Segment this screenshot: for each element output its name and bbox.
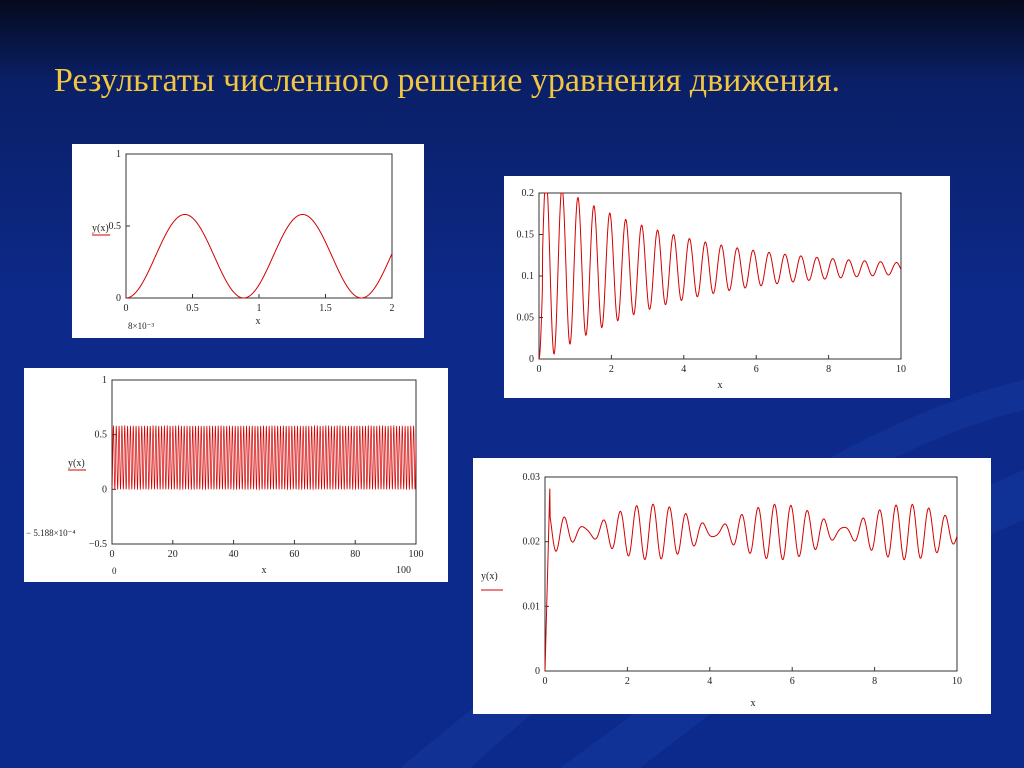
x-tick-label: 0 bbox=[123, 303, 129, 314]
y-axis-label: y(x) bbox=[68, 458, 85, 469]
x-axis-label: x bbox=[261, 565, 267, 576]
x-tick-label: 1 bbox=[256, 303, 262, 314]
x-tick-label: 100 bbox=[408, 549, 424, 560]
chart-panel-3 bbox=[24, 368, 448, 582]
chart-2 bbox=[504, 176, 950, 398]
y-tick-label: 1 bbox=[116, 149, 121, 160]
x-tick-label: 4 bbox=[681, 364, 687, 375]
y-tick-label: 0 bbox=[116, 293, 121, 304]
x-tick-label: 1.5 bbox=[319, 303, 332, 314]
y-tick-label: 0.02 bbox=[522, 536, 540, 548]
plot-frame bbox=[126, 154, 392, 298]
x-range-note: 0 bbox=[112, 566, 117, 576]
x-tick-label: 2 bbox=[624, 676, 630, 687]
x-tick-label: 80 bbox=[350, 549, 361, 560]
plot-frame bbox=[539, 193, 901, 359]
x-tick-label: 2 bbox=[389, 303, 395, 314]
series-line bbox=[126, 214, 392, 298]
x-axis-label: x bbox=[750, 698, 756, 709]
x-tick-label: 60 bbox=[289, 549, 300, 560]
x-tick-label: 4 bbox=[707, 676, 713, 687]
y-axis-label: y(x) bbox=[92, 223, 109, 234]
chart-panel-4 bbox=[473, 458, 991, 714]
y-tick-label: 0.1 bbox=[521, 271, 534, 282]
y-tick-label: 0 bbox=[529, 354, 534, 365]
y-tick-label: 0.05 bbox=[516, 312, 534, 324]
series-line bbox=[545, 489, 957, 671]
y-tick-label: 0 bbox=[535, 666, 540, 677]
x-tick-label: 2 bbox=[608, 364, 614, 375]
y-tick-label: 1 bbox=[102, 375, 107, 386]
x-tick-label: 0 bbox=[542, 676, 548, 687]
chart-3 bbox=[24, 368, 448, 582]
x-tick-label: 0.5 bbox=[186, 303, 199, 314]
chart-1 bbox=[72, 144, 424, 338]
slide-title: Результаты численного решение уравнения движения. bbox=[54, 62, 841, 99]
chart-panel-1 bbox=[72, 144, 424, 338]
x-tick-label: 10 bbox=[952, 676, 962, 687]
x-tick-label: 0 bbox=[536, 364, 542, 375]
x-tick-label: 40 bbox=[228, 549, 239, 560]
chart-panel-2 bbox=[504, 176, 950, 398]
x-tick-label: 8 bbox=[826, 364, 832, 375]
x-tick-label: 0 bbox=[109, 549, 115, 560]
series-line bbox=[112, 426, 416, 489]
y-tick-label: 0.03 bbox=[522, 472, 540, 483]
chart-4 bbox=[473, 458, 991, 714]
y-range-note: − 5.188×10⁻⁴ bbox=[26, 528, 76, 538]
x-tick-label: 6 bbox=[753, 364, 759, 375]
y-tick-label: 0.2 bbox=[521, 188, 534, 199]
x-tick-label: 6 bbox=[789, 676, 795, 687]
y-tick-label: −0.5 bbox=[88, 539, 107, 550]
x-tick-label: 8 bbox=[872, 676, 878, 687]
series-line bbox=[539, 193, 901, 359]
x-axis-label: x bbox=[717, 380, 723, 391]
x-tick-label: 20 bbox=[167, 549, 178, 560]
y-tick-label: 0.15 bbox=[516, 229, 534, 241]
x-right-note: 100 bbox=[396, 565, 411, 576]
x-range-note: 8×10⁻³ bbox=[128, 321, 155, 331]
y-tick-label: 0 bbox=[102, 484, 107, 496]
x-axis-label: x bbox=[255, 316, 261, 327]
y-axis-label: y(x) bbox=[481, 571, 498, 582]
x-tick-label: 10 bbox=[896, 364, 906, 375]
y-tick-label: 0.5 bbox=[94, 429, 107, 441]
y-tick-label: 0.5 bbox=[108, 221, 121, 232]
y-tick-label: 0.01 bbox=[522, 601, 540, 613]
